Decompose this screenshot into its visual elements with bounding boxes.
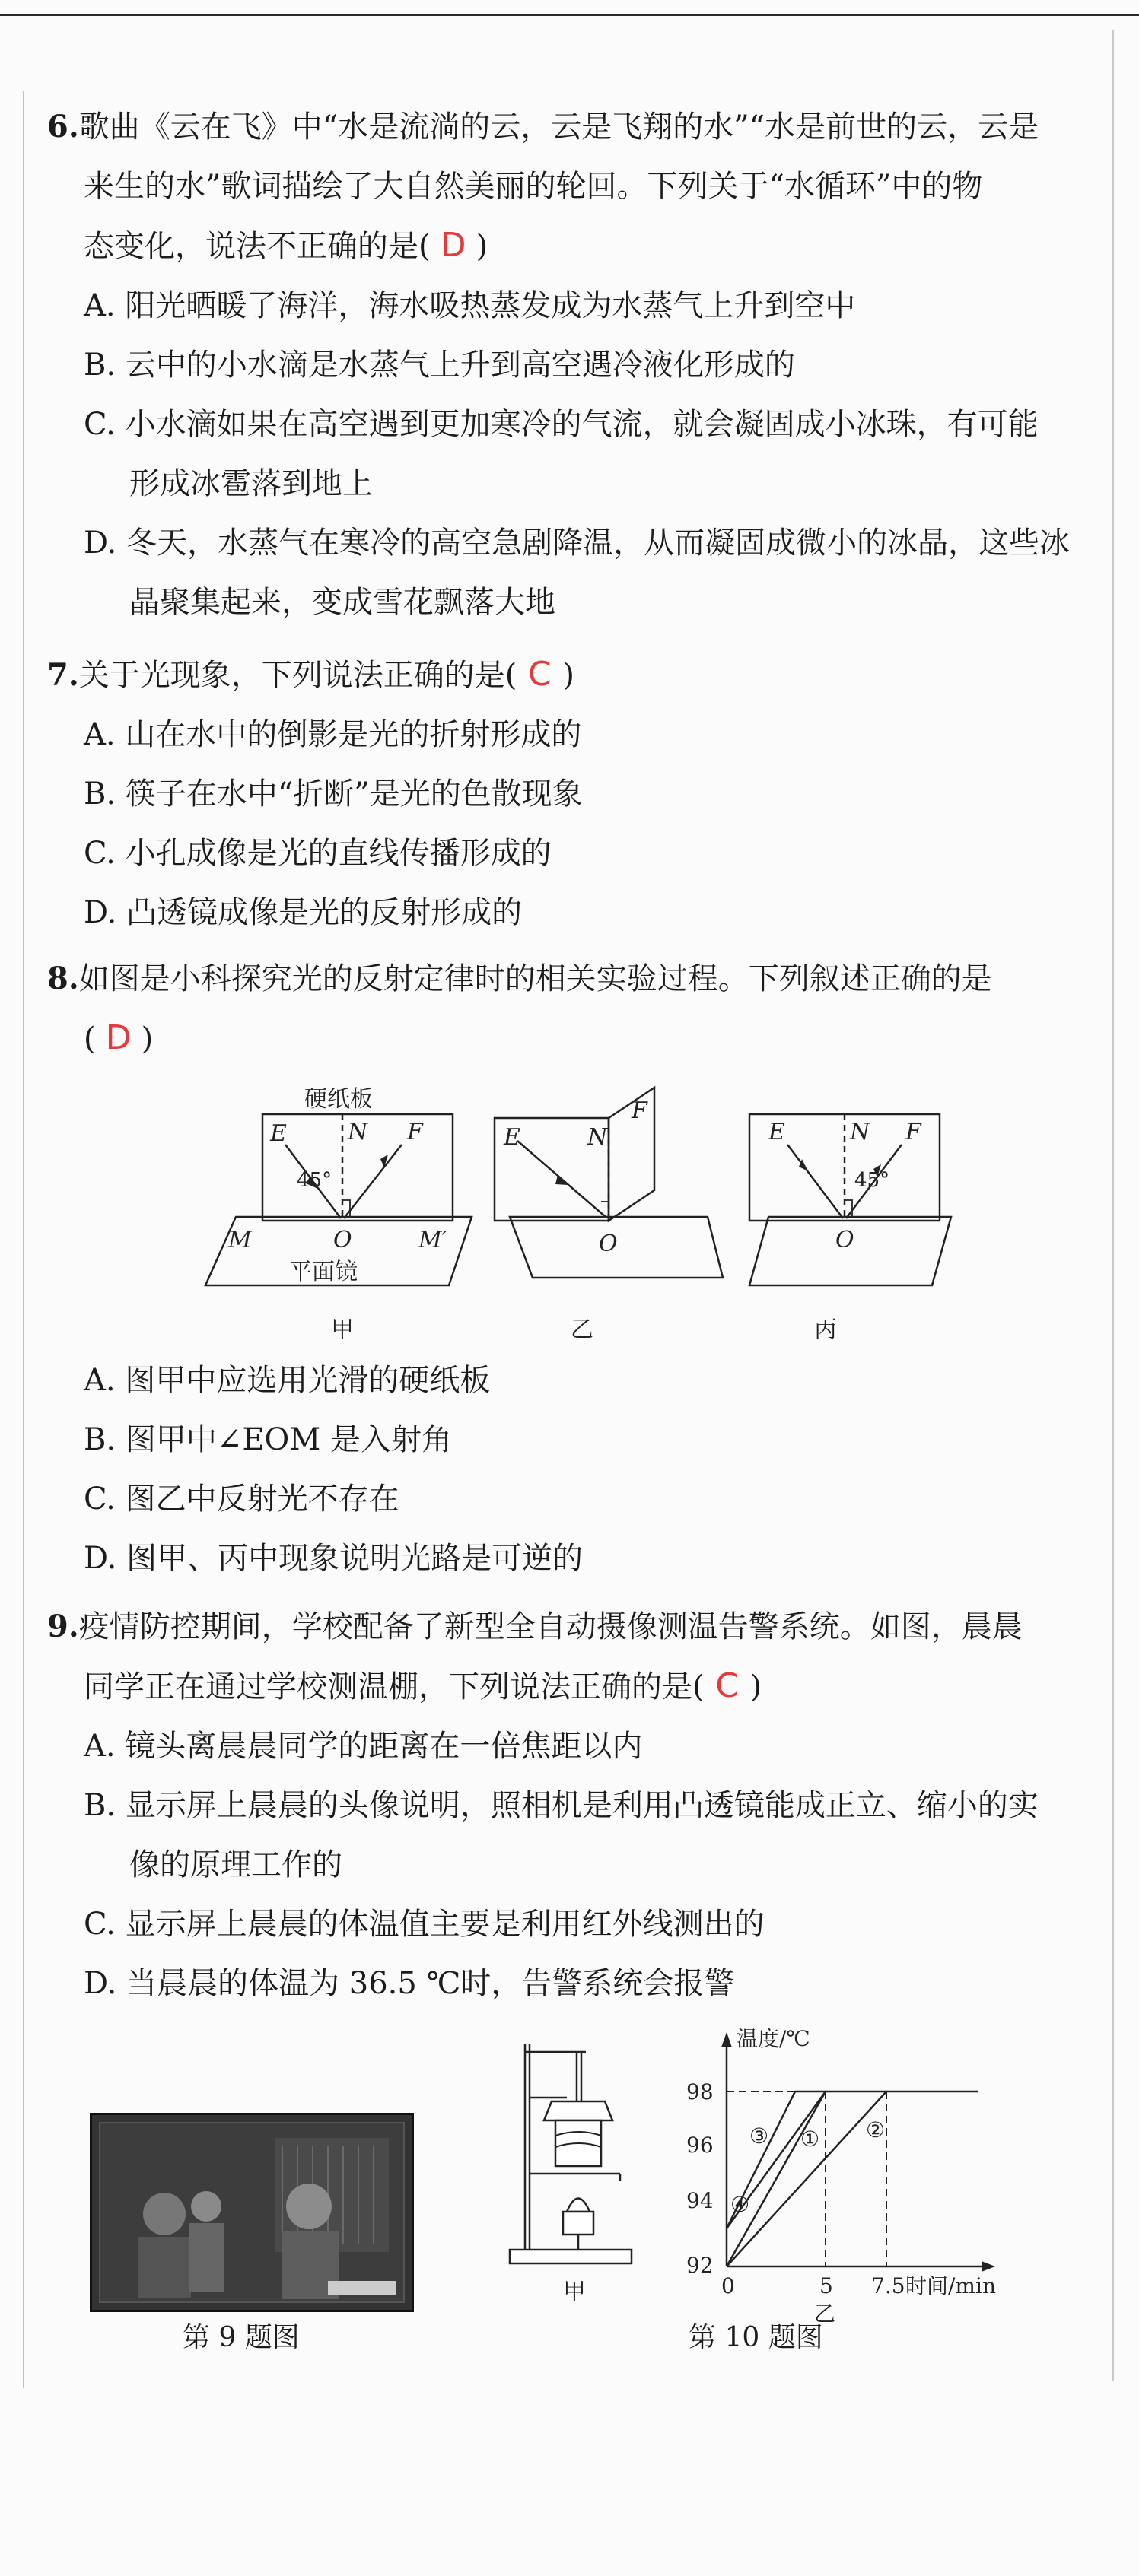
q6-option-c-line2: 形成冰雹落到地上 <box>129 466 373 501</box>
fig-a-board-label: 硬纸板 <box>304 1086 373 1113</box>
fig-b-label-e: E <box>504 1124 520 1151</box>
left-margin-rule <box>23 91 24 2388</box>
q8-option-a: A. 图甲中应选用光滑的硬纸板 <box>84 1363 491 1398</box>
q7-option-c: C. 小孔成像是光的直线传播形成的 <box>84 836 552 871</box>
question-8 <box>47 949 1105 1069</box>
top-rule <box>0 14 1139 16</box>
fig-a-label-f: F <box>407 1119 423 1145</box>
fig10-sub-b: 乙 <box>814 2301 836 2327</box>
fig-a-caption: 甲 <box>331 1317 354 1343</box>
fig-a-label-e: E <box>270 1120 287 1147</box>
q7-stem: 7.关于光现象，下列说法正确的是( C ) <box>47 645 1105 705</box>
fig-c-label-e: E <box>768 1119 785 1145</box>
q6-option-a: A. 阳光晒暖了海洋，海水吸热蒸发成为水蒸气上升到空中 <box>84 288 856 323</box>
fig10-xtick-0: 0 <box>721 2273 735 2298</box>
fig-a-reflected-ray <box>344 1145 402 1218</box>
fig-a-mirror-label: 平面镜 <box>289 1259 358 1285</box>
fig10-curve-label-2: ② <box>866 2117 886 2142</box>
q7-option-b: B. 筷子在水中“折断”是光的色散现象 <box>84 777 583 812</box>
q7-option-d: D. 凸透镜成像是光的反射形成的 <box>84 895 523 930</box>
fig10-line-4 <box>727 2092 826 2266</box>
fig10-xtick-5: 5 <box>819 2273 833 2298</box>
fig-b-label-o: O <box>599 1231 618 1257</box>
q9-stem-line1: 9.疫情防控期间，学校配备了新型全自动摄像测温告警系统。如图，晨晨 <box>47 1609 1023 1644</box>
fig10-caption: 第 10 题图 <box>689 2322 823 2353</box>
q9-answer: C <box>715 1666 739 1705</box>
fig-c-reflected-ray <box>787 1145 843 1218</box>
q6-stem-line1: 6.歌曲《云在飞》中“水是流淌的云，云是飞翔的水”“水是前世的云，云是 <box>47 109 1039 145</box>
q8-stem: 8.如图是小科探究光的反射定律时的相关实验过程。下列叙述正确的是 <box>47 961 992 996</box>
q8-option-d: D. 图甲、丙中现象说明光路是可逆的 <box>84 1541 584 1576</box>
fig9-photo-scene <box>92 2115 412 2310</box>
q9-option-a: A. 镜头离晨晨同学的距离在一倍焦距以内 <box>84 1729 643 1764</box>
fig10-xtick-7-5: 7.5 <box>871 2273 905 2298</box>
fig-c-caption: 丙 <box>814 1317 837 1343</box>
q6-stem-line2: 来生的水”歌词描绘了大自然美丽的轮回。下列关于“水循环”中的物 <box>84 169 983 204</box>
question-6 <box>47 97 1105 632</box>
question-9 <box>47 1597 1105 2013</box>
q8-answer: D <box>105 1018 132 1057</box>
q9-option-d: D. 当晨晨的体温为 36.5 ℃时，告警系统会报警 <box>84 1966 735 2001</box>
q9-option-b-line2: 像的原理工作的 <box>129 1847 342 1882</box>
question-7 <box>47 645 1105 942</box>
q6-option-d-line2: 晶聚集起来，变成雪花飘落大地 <box>129 585 555 620</box>
fig10-ytick-92: 92 <box>686 2253 714 2278</box>
fig10-graph <box>670 2023 1050 2327</box>
fig-c-label-o: O <box>835 1227 854 1253</box>
fig-a-label-m2: M′ <box>418 1227 447 1253</box>
q9-option-b-line1: B. 显示屏上晨晨的头像说明，照相机是利用凸透镜能成正立、缩小的实 <box>84 1788 1039 1823</box>
fig9-caption: 第 9 题图 <box>183 2322 300 2353</box>
question-8-options <box>47 1351 1105 1588</box>
fig10-apparatus <box>495 2029 654 2311</box>
q7-option-a: A. 山在水中的倒影是光的折射形成的 <box>84 717 582 752</box>
fig10-xlabel: 时间/min <box>905 2273 996 2298</box>
q6-stem-line3: 态变化，说法不正确的是( D ) <box>47 216 1105 276</box>
fig10-curve-label-1: ① <box>800 2127 820 2152</box>
fig10-sub-a: 甲 <box>563 2279 586 2305</box>
q9-option-c: C. 显示屏上晨晨的体温值主要是利用红外线测出的 <box>84 1907 765 1942</box>
fig10-ytick-94: 94 <box>686 2188 714 2213</box>
q6-answer: D <box>440 226 466 265</box>
fig10-ylabel: 温度/℃ <box>737 2026 810 2051</box>
fig10-curve-label-4: ④ <box>730 2192 750 2217</box>
q9-stem-line2: 同学正在通过学校测温棚，下列说法正确的是( C ) <box>47 1656 1105 1717</box>
q6-option-d-line1: D. 冬天，水蒸气在寒冷的高空急剧降温，从而凝固成微小的冰晶，这些冰 <box>84 526 1071 561</box>
fig-a-label-m: M <box>228 1227 252 1253</box>
fig-c-label-f: F <box>905 1119 921 1145</box>
q8-stem-line2: ( D ) <box>47 1008 1105 1069</box>
fig-b-label-f: F <box>632 1097 647 1124</box>
q7-answer: C <box>528 655 552 694</box>
right-margin-rule <box>1112 30 1114 2381</box>
fig-a-angle: 45° <box>297 1169 332 1192</box>
q8-figure <box>190 1065 966 1369</box>
q8-option-c: C. 图乙中反射光不存在 <box>84 1482 399 1517</box>
fig-a-label-n: N <box>348 1119 368 1145</box>
q6-option-c-line1: C. 小水滴如果在高空遇到更加寒冷的气流，就会凝固成小冰珠，有可能 <box>84 407 1039 442</box>
q8-option-b: B. 图甲中∠EOM 是入射角 <box>84 1422 453 1457</box>
fig-c-label-n: N <box>850 1119 870 1145</box>
fig-a-label-o: O <box>333 1227 352 1253</box>
fig9-photo <box>90 2113 414 2312</box>
fig10-ytick-98: 98 <box>686 2079 714 2104</box>
fig-c-angle: 45° <box>854 1169 890 1192</box>
fig-b-caption: 乙 <box>571 1317 593 1343</box>
fig10-curve-label-3: ③ <box>749 2123 769 2149</box>
q6-option-b: B. 云中的小水滴是水蒸气上升到高空遇冷液化形成的 <box>84 348 795 383</box>
fig10-ytick-96: 96 <box>686 2133 714 2158</box>
fig-b-label-n: N <box>587 1124 608 1151</box>
